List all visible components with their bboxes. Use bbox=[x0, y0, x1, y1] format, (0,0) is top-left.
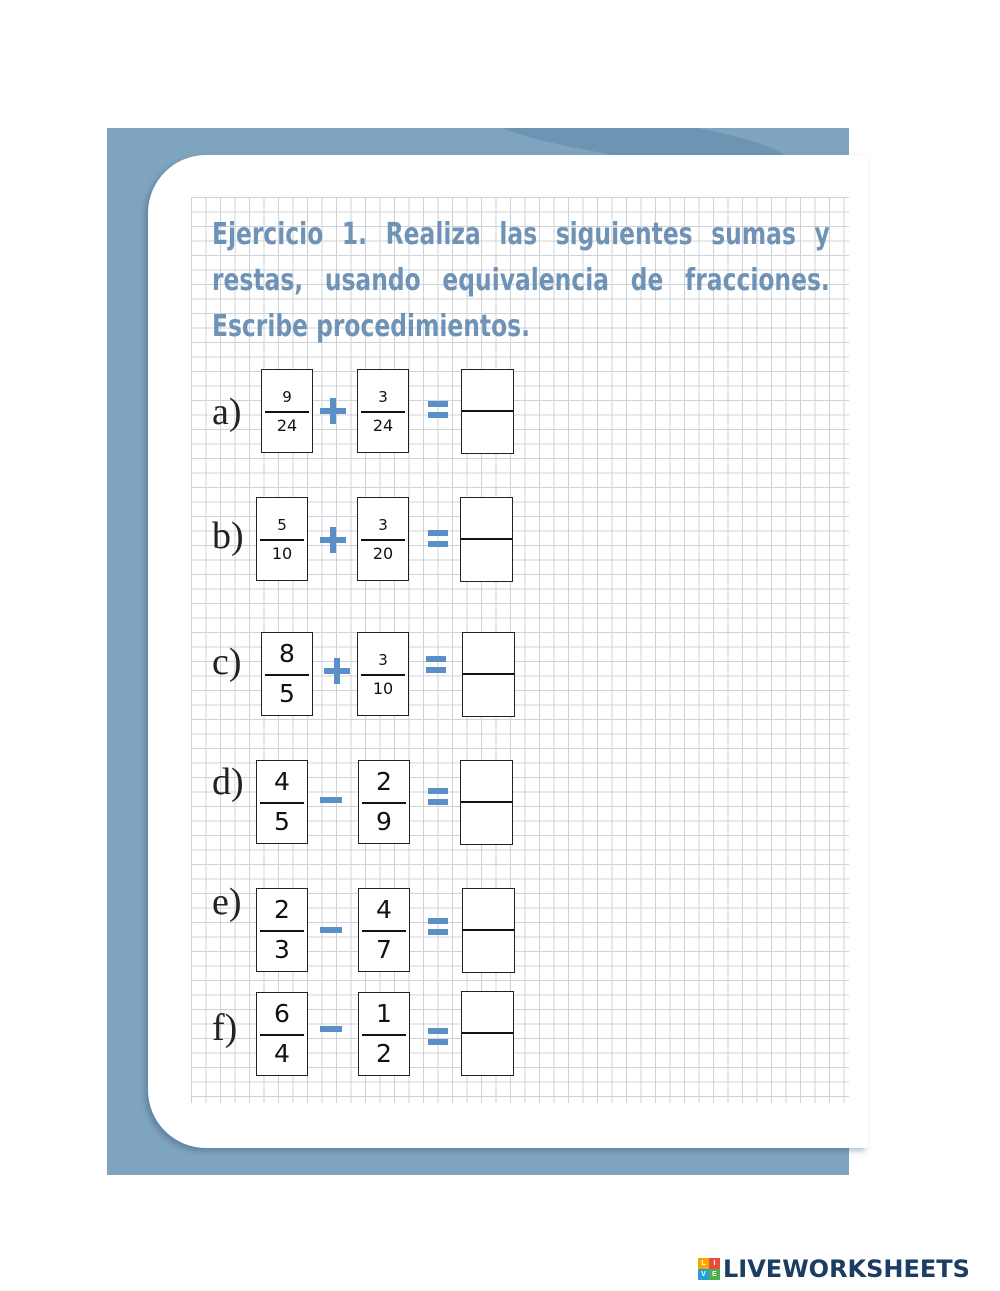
answer-fraction-bar bbox=[462, 1032, 513, 1034]
equals-icon bbox=[428, 1028, 448, 1046]
equals-icon bbox=[428, 918, 448, 936]
answer-box-d[interactable] bbox=[460, 760, 513, 845]
exercise-title: Ejercicio 1. Realiza las siguientes sumas y restas, usando equivalencia de fracciones. Escribe procedimientos. bbox=[212, 217, 830, 344]
equals-icon bbox=[428, 530, 448, 548]
numerator: 4 bbox=[274, 767, 290, 796]
fraction-bar bbox=[260, 930, 304, 932]
logo-mark-letter: V bbox=[698, 1269, 709, 1280]
brand-name: LIVEWORKSHEETS bbox=[723, 1255, 970, 1283]
problem-label-b: b) bbox=[212, 515, 244, 557]
fraction-f-first bbox=[256, 992, 308, 1076]
fraction-bar bbox=[362, 802, 406, 804]
fraction-d-first bbox=[256, 760, 308, 844]
denominator: 10 bbox=[271, 544, 293, 563]
denominator: 3 bbox=[274, 935, 290, 964]
fraction-bar bbox=[361, 539, 405, 541]
denominator: 2 bbox=[376, 1039, 392, 1068]
fraction-c-first bbox=[261, 632, 313, 716]
plus-icon bbox=[320, 398, 346, 424]
fraction-a-first bbox=[261, 369, 313, 453]
denominator: 9 bbox=[376, 807, 392, 836]
answer-box-a[interactable] bbox=[461, 369, 514, 454]
fraction-bar bbox=[265, 674, 309, 676]
answer-box-b[interactable] bbox=[460, 497, 513, 582]
equals-icon bbox=[428, 401, 448, 419]
numerator: 6 bbox=[274, 999, 290, 1028]
denominator: 24 bbox=[276, 416, 298, 435]
fraction-a-second bbox=[357, 369, 409, 453]
numerator: 9 bbox=[282, 388, 292, 406]
fraction-e-first bbox=[256, 888, 308, 972]
answer-fraction-bar bbox=[463, 673, 514, 675]
fraction-bar bbox=[362, 1034, 406, 1036]
plus-icon bbox=[324, 658, 350, 684]
numerator: 5 bbox=[277, 516, 287, 534]
equals-icon bbox=[428, 788, 448, 806]
denominator: 7 bbox=[376, 935, 392, 964]
denominator: 4 bbox=[274, 1039, 290, 1068]
fraction-bar bbox=[362, 930, 406, 932]
answer-fraction-bar bbox=[461, 801, 512, 803]
fraction-b-first bbox=[256, 497, 308, 581]
answer-box-e[interactable] bbox=[462, 888, 515, 973]
numerator: 3 bbox=[378, 516, 388, 534]
numerator: 2 bbox=[274, 895, 290, 924]
problem-label-e: e) bbox=[212, 881, 242, 923]
numerator: 2 bbox=[376, 767, 392, 796]
logo-mark-letter: I bbox=[709, 1258, 720, 1269]
problem-label-c: c) bbox=[212, 641, 242, 683]
answer-fraction-bar bbox=[462, 410, 513, 412]
answer-box-f[interactable] bbox=[461, 991, 514, 1076]
fraction-c-second bbox=[357, 632, 409, 716]
fraction-bar bbox=[260, 802, 304, 804]
fraction-bar bbox=[265, 411, 309, 413]
liveworksheets-mark-icon bbox=[698, 1258, 720, 1280]
numerator: 1 bbox=[376, 999, 392, 1028]
denominator: 20 bbox=[372, 544, 394, 563]
minus-icon bbox=[320, 797, 342, 803]
problem-label-a: a) bbox=[212, 391, 242, 433]
answer-box-c[interactable] bbox=[462, 632, 515, 717]
denominator: 24 bbox=[372, 416, 394, 435]
numerator: 4 bbox=[376, 895, 392, 924]
fraction-f-second bbox=[358, 992, 410, 1076]
logo-mark-letter: E bbox=[709, 1269, 720, 1280]
problem-label-f: f) bbox=[212, 1007, 238, 1049]
problem-label-d: d) bbox=[212, 761, 244, 803]
fraction-bar bbox=[361, 674, 405, 676]
answer-fraction-bar bbox=[461, 538, 512, 540]
fraction-d-second bbox=[358, 760, 410, 844]
fraction-e-second bbox=[358, 888, 410, 972]
fraction-bar bbox=[361, 411, 405, 413]
minus-icon bbox=[320, 1026, 342, 1032]
answer-fraction-bar bbox=[463, 929, 514, 931]
fraction-b-second bbox=[357, 497, 409, 581]
liveworksheets-logo[interactable] bbox=[698, 1254, 970, 1284]
fraction-bar bbox=[260, 539, 304, 541]
plus-icon bbox=[320, 527, 346, 553]
denominator: 10 bbox=[372, 679, 394, 698]
logo-mark-letter: L bbox=[698, 1258, 709, 1269]
fraction-bar bbox=[260, 1034, 304, 1036]
denominator: 5 bbox=[279, 679, 295, 708]
denominator: 5 bbox=[274, 807, 290, 836]
equals-icon bbox=[426, 656, 446, 674]
numerator: 8 bbox=[279, 639, 295, 668]
numerator: 3 bbox=[378, 651, 388, 669]
numerator: 3 bbox=[378, 388, 388, 406]
minus-icon bbox=[320, 927, 342, 933]
